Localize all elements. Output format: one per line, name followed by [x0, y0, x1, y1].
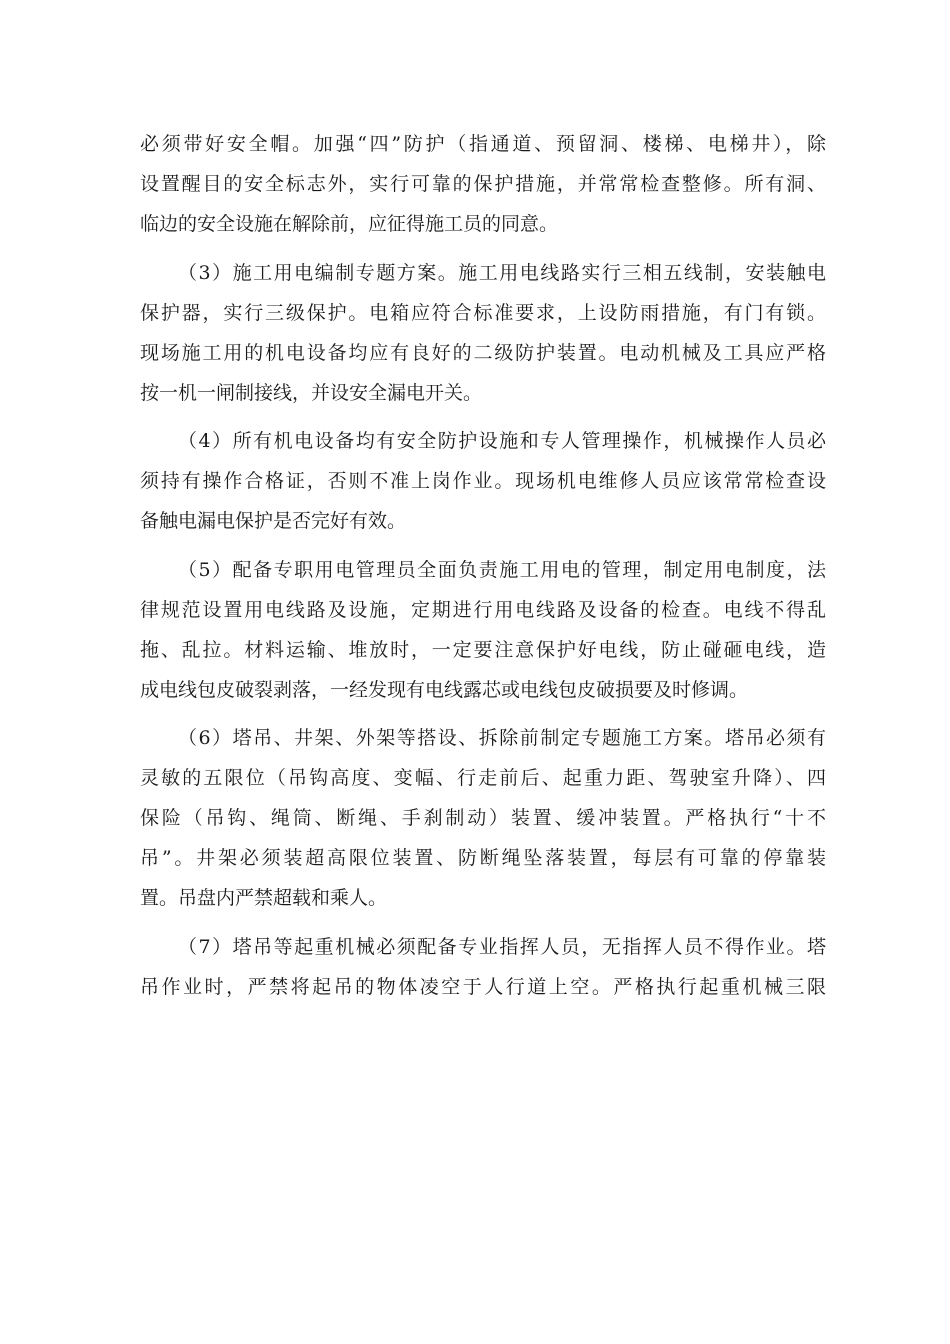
paragraph-line: （6）塔吊、井架、外架等搭设、拆除前制定专题施工方案。塔吊必须有	[178, 727, 826, 750]
paragraph-2	[140, 253, 826, 413]
paragraph-3	[140, 421, 826, 541]
paragraph-line: （7）塔吊等起重机械必须配备专业指挥人员，无指挥人员不得作业。塔	[178, 935, 826, 958]
paragraph-line: 置。吊盘内严禁超载和乘人。	[140, 887, 388, 910]
paragraph-line: 必须带好安全帽。加强“四”防护（指通道、预留洞、楼梯、电梯井），除	[140, 133, 826, 155]
paragraph-line: 保险（吊钩、绳筒、断绳、手刹制动）装置、缓冲装置。严格执行“十不	[140, 807, 826, 830]
paragraph-5	[140, 718, 826, 918]
paragraph-line: 按一机一闸制接线，并设安全漏电开关。	[140, 381, 483, 404]
paragraph-line: 律规范设置用电线路及设施，定期进行用电线路及设备的检查。电线不得乱	[140, 598, 826, 621]
document-page	[140, 124, 826, 1016]
paragraph-line: 保护器，实行三级保护。电箱应符合标准要求，上设防雨措施，有门有锁。	[140, 301, 826, 324]
paragraph-line: 备触电漏电保护是否完好有效。	[140, 510, 407, 533]
paragraph-line: 设置醒目的安全标志外，实行可靠的保护措施，并常常检查整修。所有洞、	[140, 173, 826, 195]
paragraph-4	[140, 550, 826, 710]
paragraph-line: 灵敏的五限位（吊钩高度、变幅、行走前后、起重力距、驾驶室升降）、四	[140, 767, 826, 790]
paragraph-line: （5）配备专职用电管理员全面负责施工用电的管理，制定用电制度，法	[178, 558, 826, 581]
paragraph-line: 拖、乱拉。材料运输、堆放时，一定要注意保护好电线，防止碰砸电线，造	[140, 638, 826, 661]
paragraph-line: 吊作业时，严禁将起吊的物体凌空于人行道上空。严格执行起重机械三限	[140, 975, 826, 998]
paragraph-line: 临边的安全设施在解除前，应征得施工员的同意。	[140, 213, 559, 235]
paragraph-line: （3）施工用电编制专题方案。施工用电线路实行三相五线制，安装触电	[178, 261, 826, 284]
paragraph-line: 成电线包皮破裂剥落，一经发现有电线露芯或电线包皮破损要及时修调。	[140, 678, 749, 701]
paragraph-line: （4）所有机电设备均有安全防护设施和专人管理操作，机械操作人员必	[178, 430, 826, 453]
paragraph-line: 吊”。井架必须装超高限位装置、防断绳坠落装置，每层有可靠的停靠装	[140, 847, 826, 870]
paragraph-6	[140, 927, 826, 1007]
paragraph-line: 现场施工用的机电设备均应有良好的二级防护装置。电动机械及工具应严格	[140, 341, 826, 364]
paragraph-line: 须持有操作合格证，否则不准上岗作业。现场机电维修人员应该常常检查设	[140, 470, 826, 493]
paragraph-1	[140, 124, 826, 244]
